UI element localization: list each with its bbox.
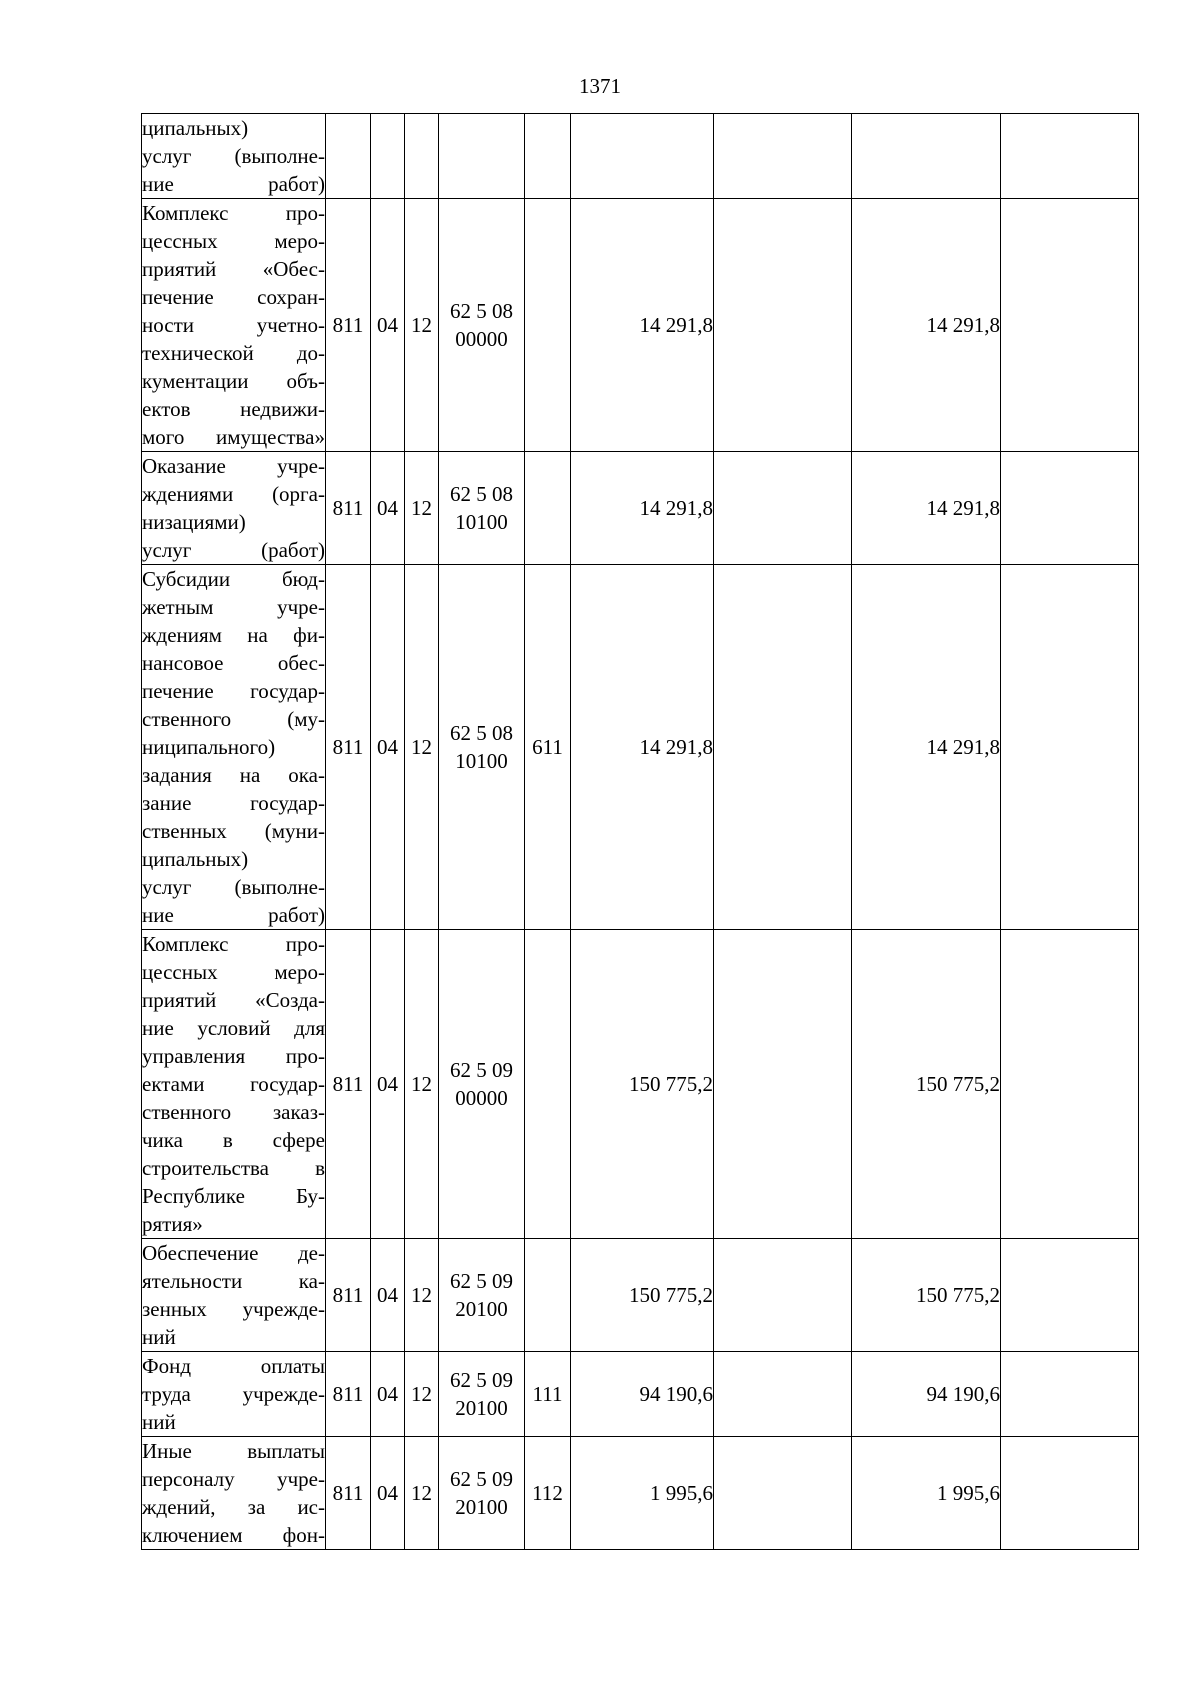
amount-regional-cell: 14 291,8 — [852, 199, 1001, 452]
row-name-line: услуг (выполне- — [142, 875, 325, 899]
amount-federal-cell — [714, 1437, 852, 1550]
budget-table — [141, 113, 1139, 1550]
target-article-line: 20100 — [455, 1297, 508, 1321]
target-article-line: 62 5 08 — [450, 299, 513, 323]
ministry-code-cell: 811 — [326, 930, 371, 1239]
row-name-line: ние работ) — [142, 903, 325, 927]
target-article-line: 00000 — [455, 327, 508, 351]
row-name-line: задания на ока- — [142, 763, 325, 787]
row-name-line: ственного (му- — [142, 707, 325, 731]
row-name-line: зенных учрежде- — [142, 1297, 325, 1321]
subsection-code-cell: 12 — [405, 930, 439, 1239]
target-article-line: 10100 — [455, 749, 508, 773]
section-code-cell: 04 — [371, 930, 405, 1239]
row-name-line: ности учетно- — [142, 313, 325, 337]
amount-regional-cell: 150 775,2 — [852, 1239, 1001, 1352]
row-name-line: ственных (муни- — [142, 819, 325, 843]
table-row — [142, 114, 1139, 199]
target-article-cell — [439, 1352, 525, 1437]
row-name-line: ний — [142, 1325, 176, 1349]
budget-table-body — [142, 114, 1139, 1550]
ministry-code-cell: 811 — [326, 1239, 371, 1352]
row-name-line: услуг (работ) — [142, 538, 325, 562]
row-name-line: цессных меро- — [142, 229, 325, 253]
amount-total-cell: 14 291,8 — [571, 199, 714, 452]
subsection-code-cell: 12 — [405, 565, 439, 930]
table-row — [142, 452, 1139, 565]
row-name-line: Субсидии бюд- — [142, 567, 325, 591]
row-name-line: низациями) — [142, 510, 246, 534]
row-name-cell — [142, 1239, 326, 1352]
target-article-cell — [439, 1239, 525, 1352]
target-article-line: 62 5 09 — [450, 1368, 513, 1392]
ministry-code-cell: 811 — [326, 199, 371, 452]
row-name-line: цессных меро- — [142, 960, 325, 984]
row-name-line: труда учрежде- — [142, 1382, 325, 1406]
amount-other-cell — [1001, 565, 1139, 930]
section-code-cell: 04 — [371, 1352, 405, 1437]
amount-other-cell — [1001, 114, 1139, 199]
row-name-line: чика в сфере — [142, 1128, 325, 1152]
table-row — [142, 1352, 1139, 1437]
amount-total-cell: 14 291,8 — [571, 452, 714, 565]
row-name-cell — [142, 565, 326, 930]
amount-other-cell — [1001, 1352, 1139, 1437]
amount-federal-cell — [714, 1239, 852, 1352]
amount-other-cell — [1001, 452, 1139, 565]
table-row — [142, 930, 1139, 1239]
row-name-line: зание государ- — [142, 791, 325, 815]
row-name-line: жетным учре- — [142, 595, 325, 619]
row-name-line: ниципального) — [142, 735, 276, 759]
amount-total-cell: 14 291,8 — [571, 565, 714, 930]
ministry-code-cell: 811 — [326, 1437, 371, 1550]
amount-regional-cell: 94 190,6 — [852, 1352, 1001, 1437]
row-name-line: технической до- — [142, 341, 325, 365]
section-code-cell: 04 — [371, 1437, 405, 1550]
amount-regional-cell: 150 775,2 — [852, 930, 1001, 1239]
row-name-line: управления про- — [142, 1044, 325, 1068]
ministry-code-cell — [326, 114, 371, 199]
row-name-line: ждениями (орга- — [142, 482, 325, 506]
amount-federal-cell — [714, 565, 852, 930]
amount-regional-cell: 14 291,8 — [852, 565, 1001, 930]
amount-regional-cell — [852, 114, 1001, 199]
row-name-line: печение государ- — [142, 679, 325, 703]
row-name-line: ждений, за ис- — [142, 1495, 325, 1519]
target-article-cell — [439, 452, 525, 565]
amount-federal-cell — [714, 199, 852, 452]
ministry-code-cell: 811 — [326, 565, 371, 930]
amount-regional-cell: 1 995,6 — [852, 1437, 1001, 1550]
row-name-line: ние условий для — [142, 1016, 325, 1040]
row-name-line: мого имущества» — [142, 425, 325, 449]
row-name-line: ственного заказ- — [142, 1100, 325, 1124]
row-name-line: Республике Бу- — [142, 1184, 325, 1208]
expense-type-cell — [525, 1239, 571, 1352]
amount-regional-cell: 14 291,8 — [852, 452, 1001, 565]
row-name-line: приятий «Созда- — [142, 988, 325, 1012]
row-name-line: Иные выплаты — [142, 1439, 325, 1463]
row-name-line: Фонд оплаты — [142, 1354, 325, 1378]
expense-type-cell — [525, 930, 571, 1239]
target-article-cell — [439, 565, 525, 930]
expense-type-cell — [525, 199, 571, 452]
target-article-line: 62 5 09 — [450, 1058, 513, 1082]
target-article-line: 62 5 09 — [450, 1269, 513, 1293]
section-code-cell: 04 — [371, 565, 405, 930]
amount-federal-cell — [714, 114, 852, 199]
expense-type-cell — [525, 452, 571, 565]
table-row — [142, 565, 1139, 930]
section-code-cell: 04 — [371, 1239, 405, 1352]
row-name-cell — [142, 452, 326, 565]
row-name-cell — [142, 114, 326, 199]
row-name-line: ятельности ка- — [142, 1269, 325, 1293]
page-number: 1371 — [579, 74, 621, 98]
row-name-line: персоналу учре- — [142, 1467, 325, 1491]
row-name-line: ние работ) — [142, 172, 325, 196]
amount-other-cell — [1001, 1437, 1139, 1550]
row-name-cell — [142, 930, 326, 1239]
subsection-code-cell: 12 — [405, 1239, 439, 1352]
target-article-line: 00000 — [455, 1086, 508, 1110]
row-name-line: Обеспечение де- — [142, 1241, 325, 1265]
row-name-line: строительства в — [142, 1156, 325, 1180]
target-article-cell — [439, 114, 525, 199]
amount-total-cell — [571, 114, 714, 199]
subsection-code-cell: 12 — [405, 199, 439, 452]
target-article-line: 20100 — [455, 1495, 508, 1519]
amount-federal-cell — [714, 452, 852, 565]
target-article-cell — [439, 199, 525, 452]
row-name-line: ципальных) — [142, 116, 249, 140]
row-name-line: ключением фон- — [142, 1523, 325, 1547]
expense-type-cell: 611 — [525, 565, 571, 930]
subsection-code-cell: 12 — [405, 1437, 439, 1550]
section-code-cell: 04 — [371, 452, 405, 565]
row-name-line: ципальных) — [142, 847, 249, 871]
row-name-line: ектов недвижи- — [142, 397, 325, 421]
target-article-line: 10100 — [455, 510, 508, 534]
row-name-line: приятий «Обес- — [142, 257, 325, 281]
row-name-cell — [142, 199, 326, 452]
row-name-line: печение сохран- — [142, 285, 325, 309]
subsection-code-cell — [405, 114, 439, 199]
amount-total-cell: 150 775,2 — [571, 1239, 714, 1352]
row-name-line: нансовое обес- — [142, 651, 325, 675]
section-code-cell — [371, 114, 405, 199]
ministry-code-cell: 811 — [326, 1352, 371, 1437]
amount-federal-cell — [714, 930, 852, 1239]
table-row — [142, 1239, 1139, 1352]
amount-other-cell — [1001, 1239, 1139, 1352]
row-name-line: ждениям на фи- — [142, 623, 325, 647]
table-row — [142, 199, 1139, 452]
row-name-cell — [142, 1437, 326, 1550]
amount-other-cell — [1001, 930, 1139, 1239]
row-name-line: ний — [142, 1410, 176, 1434]
amount-total-cell: 150 775,2 — [571, 930, 714, 1239]
section-code-cell: 04 — [371, 199, 405, 452]
amount-total-cell: 1 995,6 — [571, 1437, 714, 1550]
table-row — [142, 1437, 1139, 1550]
expense-type-cell: 112 — [525, 1437, 571, 1550]
ministry-code-cell: 811 — [326, 452, 371, 565]
subsection-code-cell: 12 — [405, 1352, 439, 1437]
row-name-line: услуг (выполне- — [142, 144, 325, 168]
target-article-line: 62 5 08 — [450, 721, 513, 745]
row-name-line: Оказание учре- — [142, 454, 325, 478]
row-name-line: Комплекс про- — [142, 932, 325, 956]
target-article-cell — [439, 930, 525, 1239]
expense-type-cell — [525, 114, 571, 199]
subsection-code-cell: 12 — [405, 452, 439, 565]
expense-type-cell: 111 — [525, 1352, 571, 1437]
target-article-line: 62 5 08 — [450, 482, 513, 506]
target-article-cell — [439, 1437, 525, 1550]
target-article-line: 20100 — [455, 1396, 508, 1420]
row-name-line: кументации объ- — [142, 369, 325, 393]
row-name-line: ектами государ- — [142, 1072, 325, 1096]
target-article-line: 62 5 09 — [450, 1467, 513, 1491]
row-name-line: рятия» — [142, 1212, 203, 1236]
amount-total-cell: 94 190,6 — [571, 1352, 714, 1437]
row-name-cell — [142, 1352, 326, 1437]
amount-federal-cell — [714, 1352, 852, 1437]
amount-other-cell — [1001, 199, 1139, 452]
row-name-line: Комплекс про- — [142, 201, 325, 225]
